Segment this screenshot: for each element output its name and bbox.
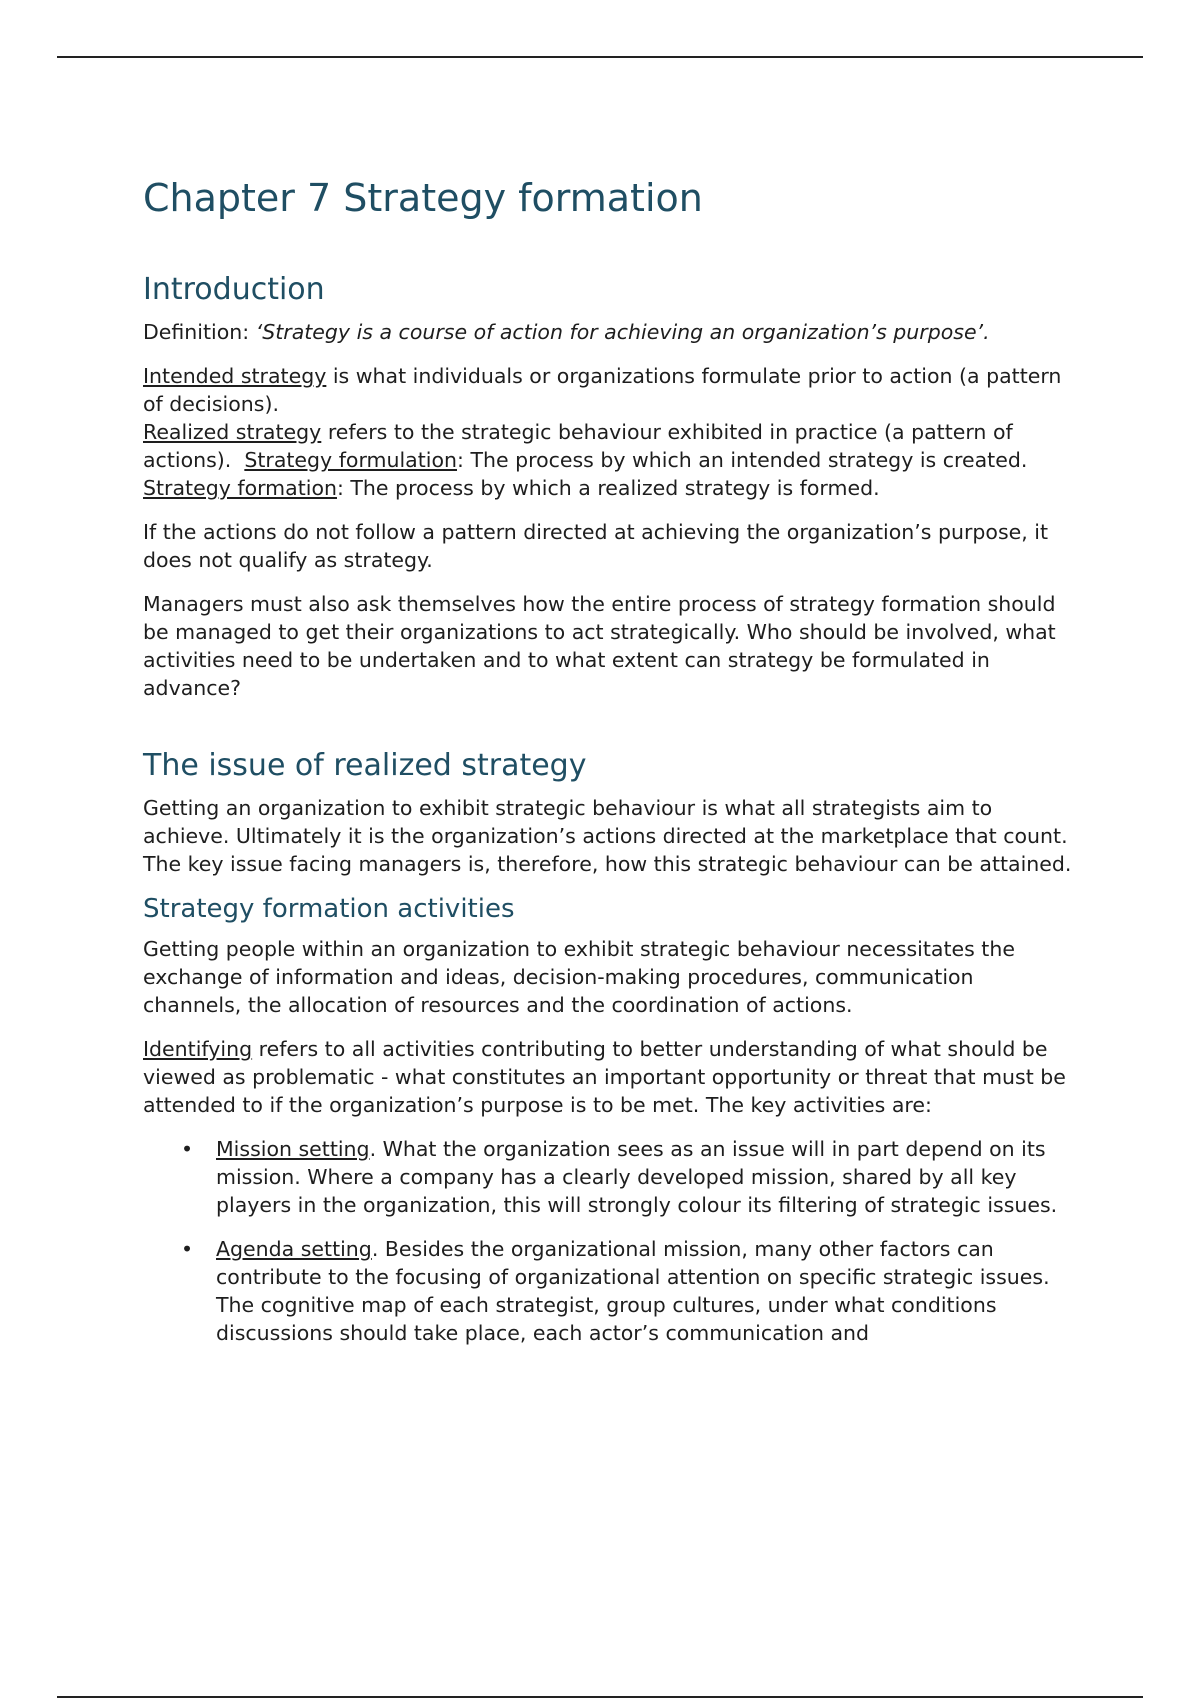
realized-strategy-term: Realized strategy (143, 419, 322, 444)
intended-strategy-line (143, 362, 1073, 418)
strategy-formation-text: : The process by which a realized strategy is formed. (336, 475, 880, 500)
mission-setting-term: Mission setting (216, 1136, 370, 1161)
bullet-icon: • (181, 1236, 194, 1261)
realized-strategy-text: refers to the strategic behaviour exhibited in practice (a pattern of actions). (143, 419, 1020, 472)
bullet-icon: • (181, 1136, 194, 1161)
managers-paragraph: Managers must also ask themselves how the entire process of strategy formation should be managed to get their organizations to act strategically. Who should be involved, what activities need to be undertaken and to what extent can strategy be formulated in advance? (143, 591, 1056, 700)
bottom-rule (57, 1696, 1143, 1698)
definition-text: ‘Strategy is a course of action for achieving an organization’s purpose’. (255, 319, 990, 344)
key-activities-list (143, 1135, 1073, 1347)
chapter-title: Chapter 7 Strategy formation (143, 176, 703, 220)
top-rule (57, 56, 1143, 58)
document-page (143, 176, 1073, 1363)
definition-label: Definition: (143, 319, 256, 344)
strategy-formulation-term: Strategy formulation (244, 447, 458, 472)
definition-paragraph (143, 318, 1073, 346)
realized-strategy-paragraph: Getting an organization to exhibit strategic behaviour is what all strategists aim to achieve. Ultimately it is the organization’s actions directed at the marketplace that count. The key issue facing managers is, therefore, how this strategic behaviour can be attained. (143, 795, 1072, 876)
identifying-text: refers to all activities contributing to better understanding of what should be viewed as problematic - what constitutes an important opportunity or threat that must be attended to if the organization’s purpose is to be met. The key activities are: (143, 1036, 1066, 1117)
strategy-terms-block (143, 362, 1073, 502)
mission-setting-text: . What the organization sees as an issue will in part depend on its mission. Where a company has a clearly developed mission, shared by all key players in the organization, this will strongly colour its filtering of strategic issues. (216, 1136, 1058, 1217)
intended-strategy-text: is what individuals or organizations formulate prior to action (a pattern of decisions). (143, 363, 1062, 416)
formation-activities-paragraph: Getting people within an organization to exhibit strategic behaviour necessitates the exchange of information and ideas, decision-making procedures, communication channels, the allocation of resources and the coordination of actions. (143, 936, 1015, 1017)
realized-strategy-line (143, 418, 1073, 474)
identifying-paragraph (143, 1035, 1073, 1119)
introduction-heading: Introduction (143, 271, 325, 307)
realized-strategy-heading: The issue of realized strategy (143, 747, 587, 783)
list-item-mission-setting (181, 1135, 1073, 1219)
list-item-agenda-setting (181, 1235, 1073, 1347)
intended-strategy-term: Intended strategy (143, 363, 327, 388)
identifying-term: Identifying (143, 1036, 253, 1061)
agenda-setting-text: . Besides the organizational mission, many other factors can contribute to the focusing of organizational attention on specific strategic issues. The cognitive map of each strategist, group cultures, under what conditions discussions should take place, each actor’s communication and (216, 1236, 1050, 1345)
formation-activities-heading: Strategy formation activities (143, 893, 515, 924)
strategy-formation-term: Strategy formation (143, 475, 337, 500)
strategy-formulation-text: : The process by which an intended strategy is created. (457, 447, 1028, 472)
agenda-setting-term: Agenda setting (216, 1236, 372, 1261)
pattern-paragraph: If the actions do not follow a pattern directed at achieving the organization’s purpose, it does not qualify as strategy. (143, 519, 1049, 572)
strategy-formation-line (143, 474, 1073, 502)
